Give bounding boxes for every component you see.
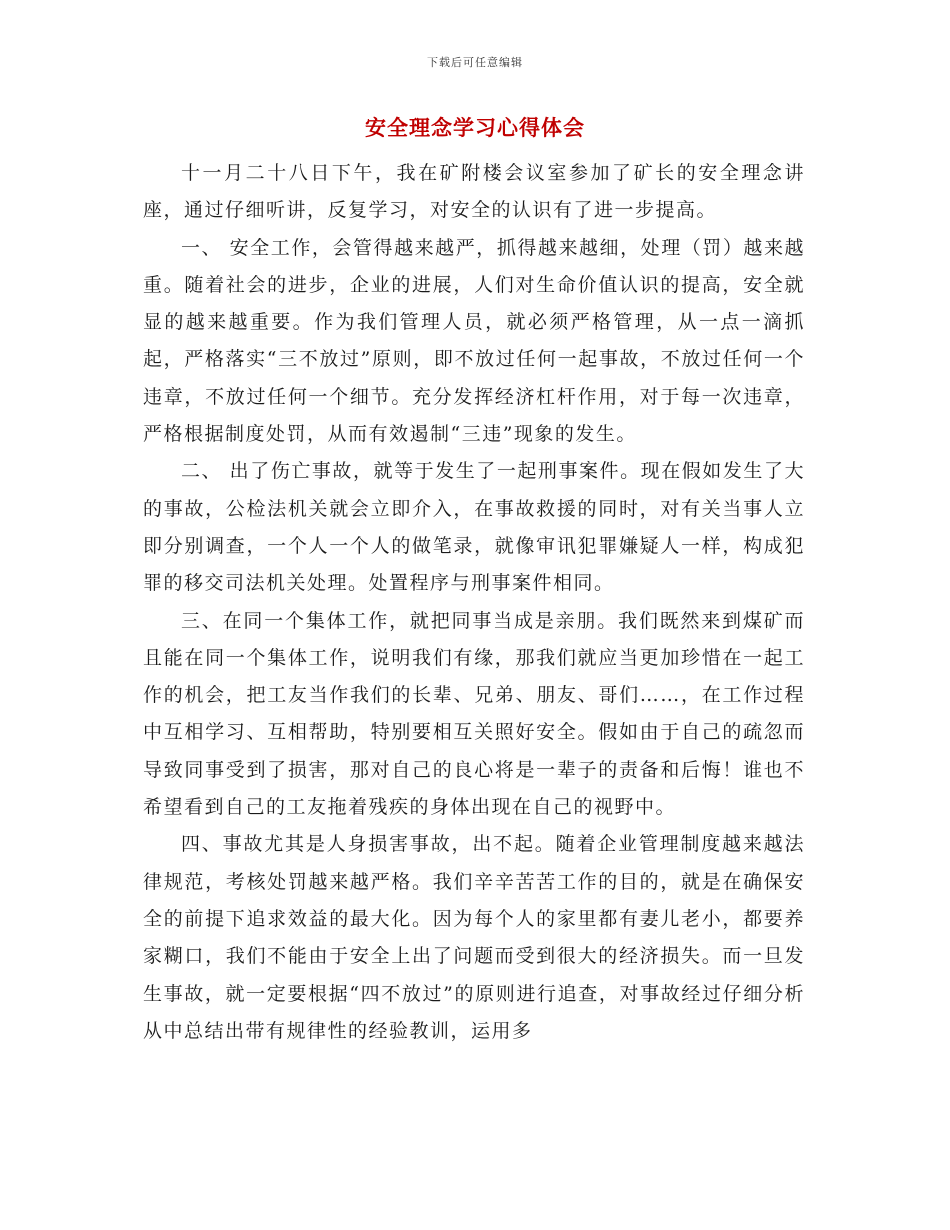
paragraph-point-two: 二、 出了伤亡事故，就等于发生了一起刑事案件。现在假如发生了大的事故，公检法机关就会立即介入，在事故救援的同时，对有关当事人立即分别调查，一个人一个人的做笔录，就像审讯犯罪嫌疑人一样，构成犯罪的移交司法机关处理。处置程序与刑事案件相同。 [143, 460, 805, 595]
document-body [143, 155, 805, 1050]
header-note: 下载后可任意编辑 [427, 56, 523, 69]
paragraph-point-four: 四、事故尤其是人身损害事故，出不起。随着企业管理制度越来越法律规范，考核处罚越来越严格。我们辛辛苦苦工作的目的，就是在确保安全的前提下追求效益的最大化。因为每个人的家里都有妻儿老小，都要养家糊口，我们不能由于安全上出了问题而受到很大的经济损失。而一旦发生事故，就一定要根据“四不放过”的原则进行追查，对事故经过仔细分析从中总结出带有规律性的经验教训，运用多 [143, 833, 805, 1042]
document-title: 安全理念学习心得体会 [365, 115, 585, 140]
paragraph-intro: 十一月二十八日下午，我在矿附楼会议室参加了矿长的安全理念讲座，通过仔细听讲，反复学习，对安全的认识有了进一步提高。 [143, 162, 805, 222]
paragraph-point-three: 三、在同一个集体工作，就把同事当成是亲朋。我们既然来到煤矿而且能在同一个集体工作，说明我们有缘，那我们就应当更加珍惜在一起工作的机会，把工友当作我们的长辈、兄弟、朋友、哥们……，在工作过程中互相学习、互相帮助，特别要相互关照好安全。假如由于自己的疏忽而导致同事受到了损害，那对自己的良心将是一辈子的责备和后悔！谁也不希望看到自己的工友拖着残疾的身体出现在自己的视野中。 [143, 609, 805, 819]
paragraph-point-one: 一、 安全工作，会管得越来越严，抓得越来越细，处理（罚）越来越重。随着社会的进步，企业的进展，人们对生命价值认识的提高，安全就显的越来越重要。作为我们管理人员，就必须严格管理，从一点一滴抓起，严格落实“三不放过”原则，即不放过任何一起事故，不放过任何一个违章，不放过任何一个细节。充分发挥经济杠杆作用，对于每一次违章，严格根据制度处罚，从而有效遏制“三违”现象的发生。 [143, 236, 805, 446]
